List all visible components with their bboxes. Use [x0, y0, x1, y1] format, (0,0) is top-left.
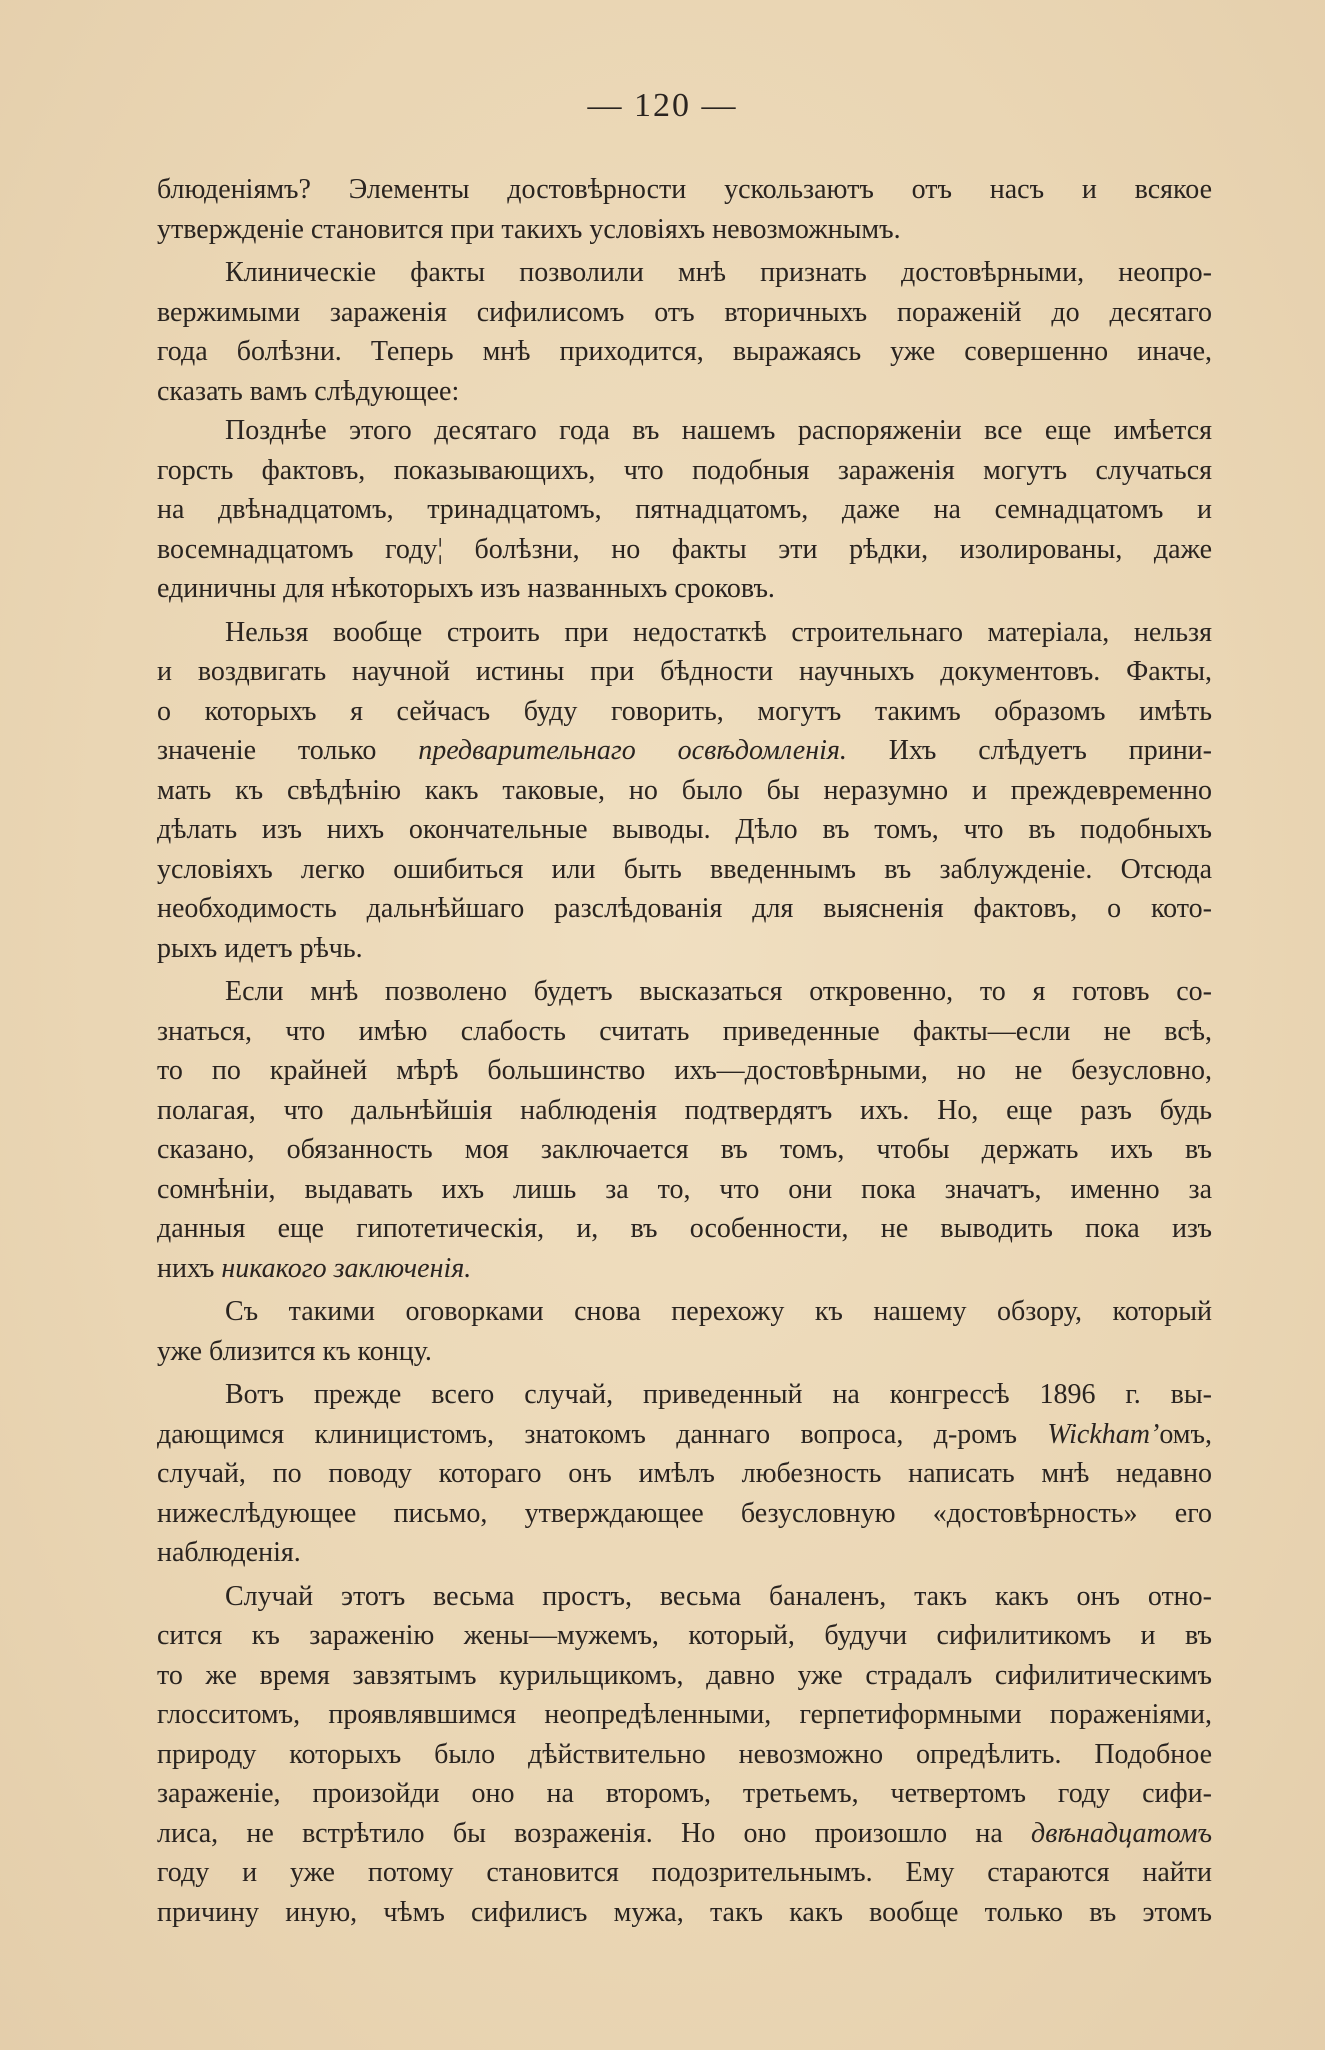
emphasized-text: никакого заключенія.	[221, 1252, 472, 1284]
text-line: условіяхъ легко ошибиться или быть введеннымъ въ заблужденіе. Отсюда	[157, 853, 1212, 885]
body-text	[157, 170, 1212, 1932]
text-line: мать къ свѣдѣнію какъ таковые, но было бы неразумно и преждевременно	[157, 774, 1212, 806]
text-run: нихъ	[157, 1252, 222, 1284]
text-line: Если мнѣ позволено будетъ высказаться откровенно, то я готовъ со-	[225, 976, 1212, 1007]
text-line: и воздвигать научной истины при бѣдности научныхъ документовъ. Факты,	[157, 656, 1212, 687]
emphasized-text: двѣнадцатомъ	[1031, 1817, 1212, 1849]
text-run: лиса, не встрѣтило бы возраженія. Но оно произошло на	[157, 1817, 1032, 1849]
text-line: утвержденіе становится при такихъ условіяхъ невозможнымъ.	[157, 213, 901, 245]
text-line: Вотъ прежде всего случай, приведенный на конгрессѣ 1896 г. вы-	[225, 1379, 1212, 1410]
text-line: наблюденія.	[157, 1537, 301, 1568]
text-line: сится къ зараженію жены—мужемъ, который, будучи сифилитикомъ и въ	[157, 1620, 1212, 1651]
text-line: Съ такими оговорками снова перехожу къ нашему обзору, который	[225, 1296, 1212, 1327]
text-line	[157, 731, 1212, 771]
text-line: Случай этотъ весьма простъ, весьма баналенъ, такъ какъ онъ отно-	[225, 1580, 1212, 1612]
text-line	[157, 1415, 1212, 1455]
text-line	[157, 1814, 1212, 1854]
text-line: года болѣзни. Теперь мнѣ приходится, выражаясь уже совершенно иначе,	[157, 336, 1212, 367]
text-line: Позднѣе этого десятаго года въ нашемъ распоряженіи все еще имѣется	[225, 415, 1212, 446]
text-line: сомнѣніи, выдавать ихъ лишь за то, что они пока значатъ, именно за	[157, 1173, 1212, 1205]
text-line: дѣлать изъ нихъ окончательные выводы. Дѣло въ томъ, что въ подобныхъ	[157, 814, 1212, 845]
emphasized-text: Wickham’	[1047, 1418, 1160, 1450]
text-line: данныя еще гипотетическія, и, въ особенности, не выводить пока изъ	[157, 1213, 1212, 1244]
text-line: зараженіе, произойди оно на второмъ, третьемъ, четвертомъ году сифи-	[157, 1778, 1212, 1809]
text-line: природу которыхъ было дѣйствительно невозможно опредѣлить. Подобное	[157, 1738, 1212, 1770]
text-run: значеніе только	[157, 735, 419, 766]
text-line: знаться, что имѣю слабость считать приведенные факты—если не всѣ,	[157, 1015, 1212, 1047]
text-line: горсть фактовъ, показывающихъ, что подобныя зараженія могутъ случаться	[157, 454, 1212, 486]
text-line: восемнадцатомъ году¦ болѣзни, но факты эти рѣдки, изолированы, даже	[157, 533, 1212, 565]
text-line: случай, по поводу котораго онъ имѣлъ любезность написать мнѣ недавно	[157, 1458, 1212, 1489]
text-line: о которыхъ я сейчасъ буду говорить, могутъ такимъ образомъ имѣть	[157, 695, 1212, 727]
text-run: омъ,	[1159, 1418, 1212, 1450]
text-run: дающимся клиницистомъ, знатокомъ даннаго вопроса, д-ромъ	[157, 1418, 1048, 1450]
text-line: причину иную, чѣмъ сифилисъ мужа, такъ какъ вообще только въ этомъ	[157, 1896, 1212, 1928]
text-line: Нельзя вообще строить при недостаткѣ строительнаго матеріала, нельзя	[225, 616, 1212, 648]
text-line: вержимыми зараженія сифилисомъ отъ вторичныхъ пораженій до десятаго	[157, 296, 1212, 328]
text-line: глосситомъ, проявлявшимся неопредѣленными, герпетиформными пораженіями,	[157, 1699, 1212, 1730]
text-line: уже близится къ концу.	[157, 1335, 432, 1367]
text-line: на двѣнадцатомъ, тринадцатомъ, пятнадцатомъ, даже на семнадцатомъ и	[157, 494, 1212, 525]
text-line: то по крайней мѣрѣ большинство ихъ—достовѣрными, но не безусловно,	[157, 1055, 1212, 1086]
text-line	[157, 1249, 1212, 1289]
text-line: рыхъ идетъ рѣчь.	[157, 932, 363, 964]
text-line: то же время завзятымъ курильщикомъ, давно уже страдалъ сифилитическимъ	[157, 1659, 1212, 1691]
emphasized-text: предварительнаго освѣдомленія.	[418, 735, 847, 766]
text-line: единичны для нѣкоторыхъ изъ названныхъ сроковъ.	[157, 573, 775, 604]
text-line: полагая, что дальнѣйшія наблюденія подтвердятъ ихъ. Но, еще разъ будь	[157, 1094, 1212, 1126]
text-line: Клиническіе факты позволили мнѣ признать достовѣрными, неопро-	[225, 257, 1212, 288]
text-line: блюденіямъ? Элементы достовѣрности ускользаютъ отъ насъ и всякое	[157, 174, 1212, 205]
text-line: нижеслѣдующее письмо, утверждающее безусловную «достовѣрность» его	[157, 1497, 1212, 1529]
text-line: сказать вамъ слѣдующее:	[157, 375, 460, 407]
text-line: необходимость дальнѣйшаго разслѣдованія для выясненія фактовъ, о кото-	[157, 893, 1212, 924]
page-number: — 120 —	[587, 87, 738, 124]
text-line: сказано, обязанность моя заключается въ томъ, чтобы держать ихъ въ	[157, 1134, 1212, 1165]
text-line: году и уже потому становится подозрительнымъ. Ему стараются найти	[157, 1857, 1212, 1888]
text-run: Ихъ слѣдуетъ прини-	[846, 735, 1212, 766]
